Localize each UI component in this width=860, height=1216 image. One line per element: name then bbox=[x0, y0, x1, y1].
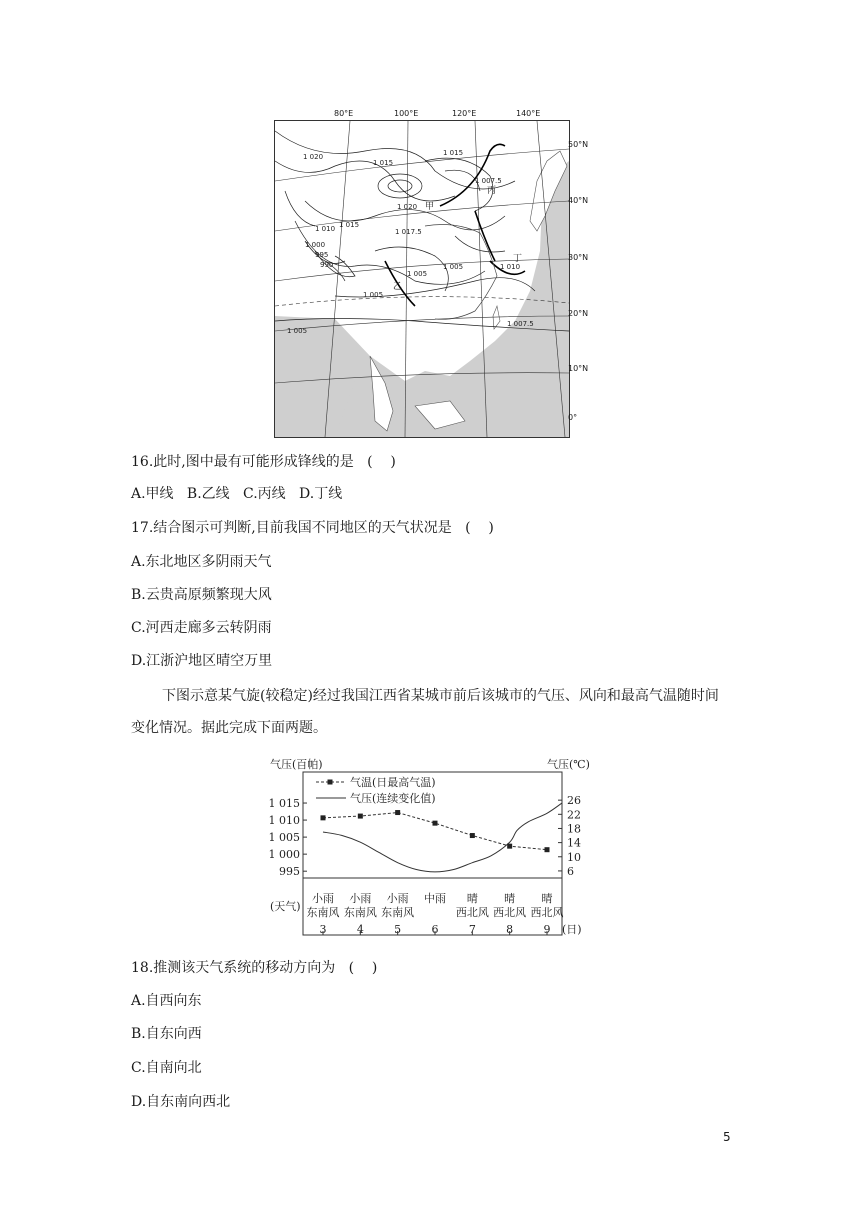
question-18-option-c: C.自南向北 bbox=[131, 1060, 202, 1076]
question-17-option-d: D.江浙沪地区晴空万里 bbox=[131, 653, 273, 669]
temperature-point bbox=[321, 815, 326, 820]
weather-wind-label: 西北风 bbox=[493, 906, 527, 919]
temperature-point bbox=[395, 810, 400, 815]
left-tick-label: 1 015 bbox=[268, 797, 300, 811]
right-tick-label: 6 bbox=[567, 864, 574, 878]
weather-wind-label: 东南风 bbox=[306, 906, 340, 919]
weather-wind-label: 东南风 bbox=[343, 906, 377, 919]
line-label-ding: 丁 bbox=[513, 254, 523, 264]
isobar-label: 1 005 bbox=[287, 327, 308, 335]
temperature-point bbox=[433, 821, 438, 826]
lon-label-80-top: 80°E bbox=[334, 109, 354, 118]
right-tick-label: 18 bbox=[567, 822, 581, 836]
isobar-label: 1 005 bbox=[407, 270, 428, 278]
question-17-option-b: B.云贵高原频繁现大风 bbox=[131, 587, 272, 603]
weather-sky-label: 晴 bbox=[504, 892, 516, 905]
weather-sky-label: 晴 bbox=[466, 892, 478, 905]
isobar-label: 1 015 bbox=[373, 159, 394, 167]
temperature-point bbox=[507, 844, 512, 849]
line-label-yi: 乙 bbox=[393, 282, 403, 292]
x-tick-label: 3 bbox=[319, 923, 327, 936]
weather-sky-label: 小雨 bbox=[386, 892, 409, 905]
weather-wind-label: 东南风 bbox=[381, 906, 415, 919]
question-16-stem: 16.此时,图中最有可能形成锋线的是 ( ) bbox=[131, 454, 396, 470]
isobar-label: 1 015 bbox=[339, 221, 360, 229]
right-tick-label: 14 bbox=[567, 836, 581, 850]
x-tick-label: 5 bbox=[394, 923, 402, 936]
lon-label-120-top: 120°E bbox=[452, 109, 477, 118]
isobar-label: 1 007.5 bbox=[475, 177, 502, 185]
isobar-label: 1 005 bbox=[363, 291, 384, 299]
question-16-options: A.甲线 B.乙线 C.丙线 D.丁线 bbox=[131, 486, 343, 502]
weather-wind-label: 西北风 bbox=[455, 906, 489, 919]
isobar-label: 995 bbox=[315, 251, 329, 259]
right-tick-label: 26 bbox=[567, 794, 581, 808]
left-tick-label: 1 010 bbox=[268, 814, 300, 828]
right-tick-label: 22 bbox=[567, 808, 581, 822]
left-tick-label: 995 bbox=[279, 865, 300, 879]
intro-paragraph: 下图示意某气旋(较稳定)经过我国江西省某城市前后该城市的气压、风向和最高气温随时间变化情况。据此完成下面两题。 bbox=[131, 688, 719, 736]
left-tick-label: 1 005 bbox=[268, 831, 300, 845]
lon-label-140-top: 140°E bbox=[516, 109, 541, 118]
weather-wind-label: 西北风 bbox=[530, 906, 564, 919]
question-18-option-a: A.自西向东 bbox=[131, 993, 202, 1009]
chart-ylabel-right: 气压(℃) bbox=[547, 758, 590, 771]
chart-xlabel: (日) bbox=[562, 923, 582, 936]
isobar-label: 1 005 bbox=[443, 263, 464, 271]
chart-right-ticks bbox=[558, 794, 581, 878]
legend-temperature: 气温(日最高气温) bbox=[350, 776, 436, 789]
isobar-label: 1 010 bbox=[500, 263, 521, 271]
chart-weather-labels bbox=[307, 891, 564, 919]
lat-label-50: 50°N bbox=[568, 140, 589, 149]
map-coast bbox=[425, 225, 497, 320]
lat-label-10: 10°N bbox=[568, 364, 589, 373]
temperature-point bbox=[358, 814, 363, 819]
chart-left-ticks bbox=[269, 797, 308, 878]
lat-label-20: 20°N bbox=[568, 309, 589, 318]
isobar-label: 1 010 bbox=[315, 225, 336, 233]
isobar-label: 1 020 bbox=[397, 203, 418, 211]
right-tick-label: 10 bbox=[567, 850, 581, 864]
question-17-option-a: A.东北地区多阴雨天气 bbox=[131, 554, 272, 570]
line-label-jia: 甲 bbox=[425, 202, 435, 212]
page-number: 5 bbox=[723, 1130, 731, 1144]
isobar-label: 1 015 bbox=[443, 149, 464, 157]
question-18-option-b: B.自东向西 bbox=[131, 1026, 202, 1042]
lat-label-40: 40°N bbox=[568, 196, 589, 205]
question-18-stem: 18.推测该天气系统的移动方向为 ( ) bbox=[131, 960, 378, 976]
x-tick-label: 4 bbox=[356, 923, 364, 936]
legend-pressure: 气压(连续变化值) bbox=[350, 792, 436, 805]
x-tick-label: 8 bbox=[506, 923, 514, 936]
x-tick-label: 7 bbox=[468, 923, 476, 936]
pressure-temp-chart bbox=[260, 752, 600, 942]
isobar-label: 1 020 bbox=[303, 153, 324, 161]
chart-weather-label: (天气) bbox=[270, 900, 301, 913]
lat-label-30: 30°N bbox=[568, 253, 589, 262]
question-17-stem: 17.结合图示可判断,目前我国不同地区的天气状况是 ( ) bbox=[131, 520, 494, 536]
question-18-option-d: D.自东南向西北 bbox=[131, 1094, 231, 1110]
pressure-series-line bbox=[323, 803, 562, 872]
chart-x-ticks bbox=[320, 923, 551, 936]
weather-map-svg bbox=[275, 121, 569, 437]
left-tick-label: 1 000 bbox=[268, 848, 300, 862]
weather-map bbox=[274, 120, 570, 438]
isobar-label: 1 007.5 bbox=[507, 320, 534, 328]
x-tick-label: 6 bbox=[431, 923, 439, 936]
line-label-bing: 丙 bbox=[487, 186, 497, 196]
chart-legend bbox=[316, 775, 436, 805]
isobar-label: 1 017.5 bbox=[395, 228, 422, 236]
question-17-option-c: C.河西走廊多云转阴雨 bbox=[131, 620, 272, 636]
temperature-point bbox=[470, 833, 475, 838]
weather-sky-label: 小雨 bbox=[349, 892, 372, 905]
isobar-label: 990 bbox=[320, 261, 334, 269]
x-tick-label: 9 bbox=[543, 923, 551, 936]
map-land-taiwan bbox=[493, 306, 500, 329]
isobar-label: 1 000 bbox=[305, 241, 326, 249]
weather-sky-label: 晴 bbox=[541, 892, 553, 905]
chart-ylabel-left: 气压(百帕) bbox=[270, 758, 323, 771]
weather-sky-label: 小雨 bbox=[312, 892, 334, 905]
weather-sky-label: 中雨 bbox=[424, 892, 446, 905]
temperature-series-line bbox=[323, 813, 547, 850]
lat-label-0: 0° bbox=[568, 413, 578, 422]
lon-label-100-top: 100°E bbox=[394, 109, 419, 118]
temperature-point bbox=[545, 847, 550, 852]
